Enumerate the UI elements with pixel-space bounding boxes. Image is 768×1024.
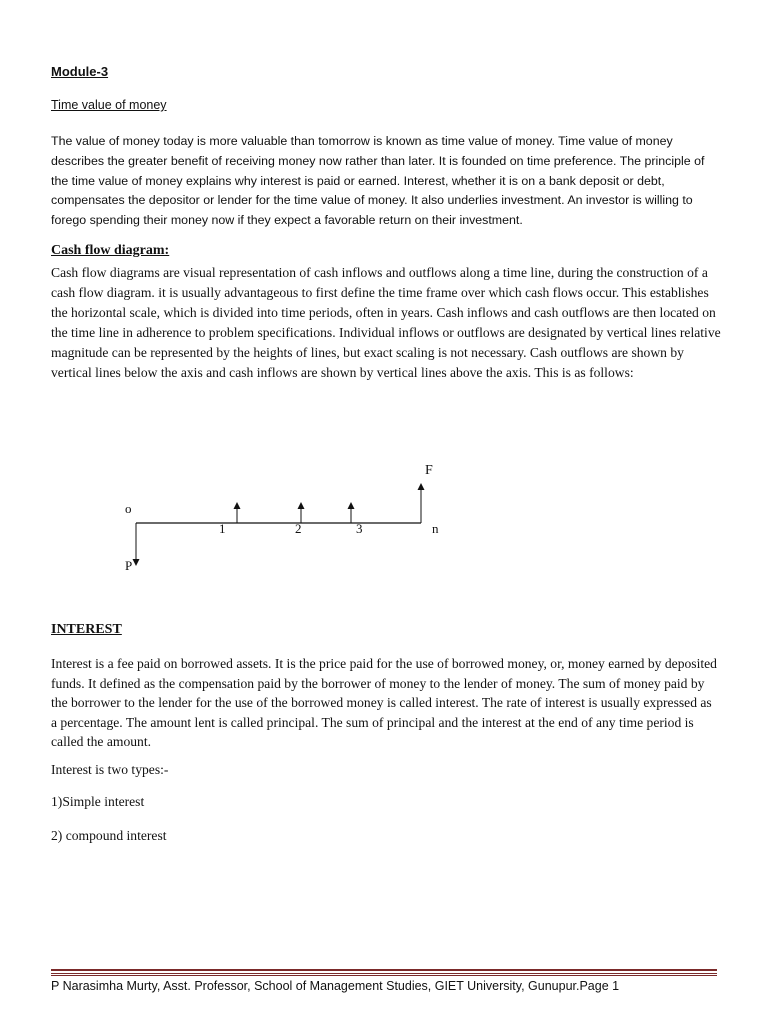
present-label: P: [125, 558, 133, 573]
future-inflow-arrow: [418, 483, 425, 523]
period-label-3: 3: [356, 521, 363, 536]
footer-rule: [51, 969, 717, 971]
cash-flow-diagram: [0, 450, 768, 580]
end-label: n: [432, 521, 439, 536]
interest-type-compound: 2) compound interest: [51, 828, 167, 843]
future-label: F: [425, 463, 433, 478]
footer-rule: [51, 975, 717, 976]
time-value-heading: Time value of money: [51, 98, 167, 112]
origin-label: o: [125, 501, 132, 516]
interest-heading: INTEREST: [51, 622, 122, 637]
inflow-arrow-3: [348, 502, 355, 523]
cash-flow-heading: Cash flow diagram:: [51, 243, 170, 258]
inflow-arrow-1: [234, 502, 241, 523]
module-title: Module-3: [51, 64, 109, 79]
interest-types-intro: Interest is two types:-: [51, 762, 169, 777]
interest-type-simple: 1)Simple interest: [51, 794, 145, 809]
cash-flow-paragraph: Cash flow diagrams are visual representation of cash inflows and outflows along a time line, during the construction of a cash flow diagram. it is usually advantageous to first define the time frame over which cash flows occur. This establishes the horizontal scale, which is divided into time periods, often in years. Cash inflows and cash outflows are then located on the time line in adherence to problem specifications. Individual inflows or outflows are designated by vertical lines relative magnitude can be represented by the heights of lines, but exact scaling is not necessary. Cash outflows are shown by vertical lines below the axis and cash inflows are shown by vertical lines above the axis. This is as follows:: [51, 265, 721, 380]
footer-rule: [51, 973, 717, 974]
page-footer: P Narasimha Murty, Asst. Professor, School of Management Studies, GIET University, Gunupur.Page 1: [51, 979, 620, 993]
time-value-paragraph: The value of money today is more valuable than tomorrow is known as time value of money. Time value of money describes the greater benefit of receiving money now rather than later. It is founded on time preference. The principle of the time value of money explains why interest is paid or earned. Interest, whether it is on a bank deposit or debt, compensates the depositor or lender for the time value of money. It also underlies investment. An investor is willing to forego spending their money now if they expect a favorable return on their investment.: [51, 134, 705, 228]
interest-paragraph: Interest is a fee paid on borrowed assets. It is the price paid for the use of borrowed money, or, money earned by deposited funds. It defined as the compensation paid by the borrower of money to the lender of money. The sum of money paid by the borrower to the lender for the use of the borrowed money is called interest. The rate of interest is usually expressed as a percentage. The amount lent is called principal. The sum of principal and the interest at the end of any time period is called the amount.: [51, 656, 717, 749]
period-label-1: 1: [219, 521, 226, 536]
inflow-arrow-2: [298, 502, 305, 523]
present-outflow-arrow: [133, 523, 140, 566]
period-label-2: 2: [295, 521, 302, 536]
